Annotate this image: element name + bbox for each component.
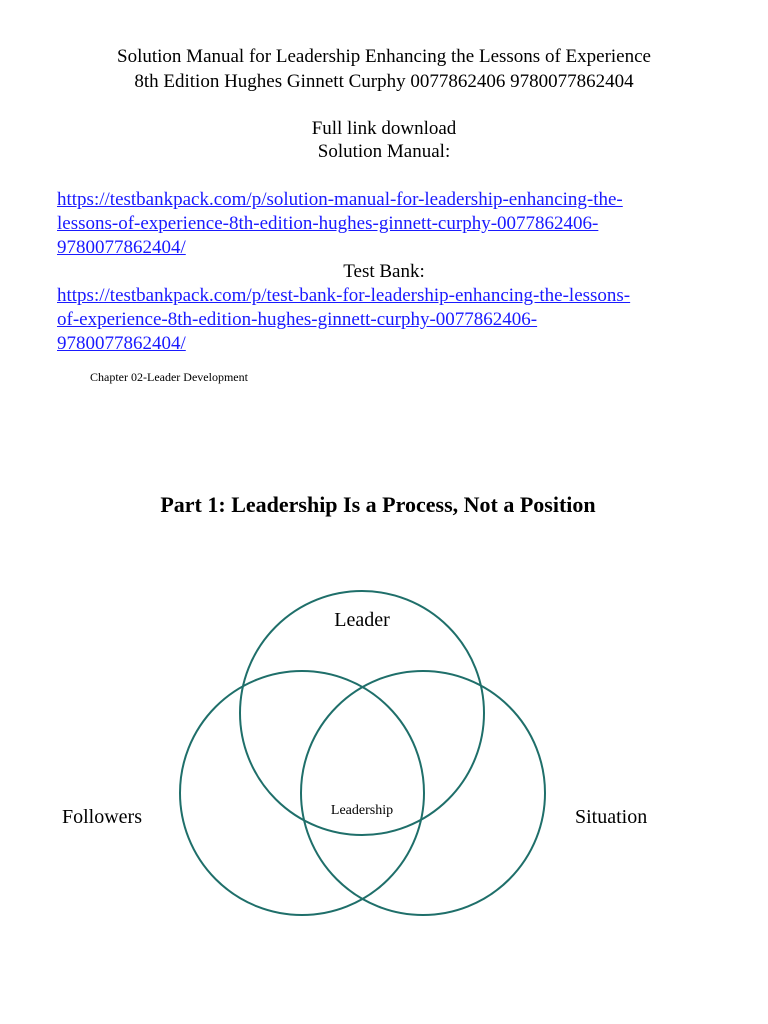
chapter-label: Chapter 02-Leader Development — [90, 370, 248, 384]
solution-manual-link-line-3[interactable]: 9780077862404/ — [57, 237, 186, 258]
part-heading: Part 1: Leadership Is a Process, Not a Position — [160, 492, 596, 517]
test-bank-link-line-1[interactable]: https://testbankpack.com/p/test-bank-for-leadership-enhancing-the-lessons- — [57, 285, 631, 306]
test-bank-link-line-3[interactable]: 9780077862404/ — [57, 333, 186, 354]
test-bank-link-line-2[interactable]: of-experience-8th-edition-hughes-ginnett-curphy-0077862406- — [57, 309, 538, 330]
solution-manual-link-line-1[interactable]: https://testbankpack.com/p/solution-manual-for-leadership-enhancing-the- — [57, 189, 623, 210]
document-title-line-1: Solution Manual for Leadership Enhancing the Lessons of Experience — [117, 46, 651, 67]
test-bank-label: Test Bank: — [343, 261, 425, 282]
leadership-label: Leadership — [330, 803, 394, 818]
leader-label: Leader — [334, 609, 390, 631]
followers-label: Followers — [62, 806, 142, 828]
solution-manual-link-line-2[interactable]: lessons-of-experience-8th-edition-hughes-ginnett-curphy-0077862406- — [57, 213, 599, 234]
download-label-line-1: Full link download — [311, 118, 457, 139]
situation-label: Situation — [575, 806, 648, 828]
download-label-line-2: Solution Manual: — [317, 141, 451, 162]
document-title-line-2: 8th Edition Hughes Ginnett Curphy 0077862406 9780077862404 — [134, 71, 634, 92]
